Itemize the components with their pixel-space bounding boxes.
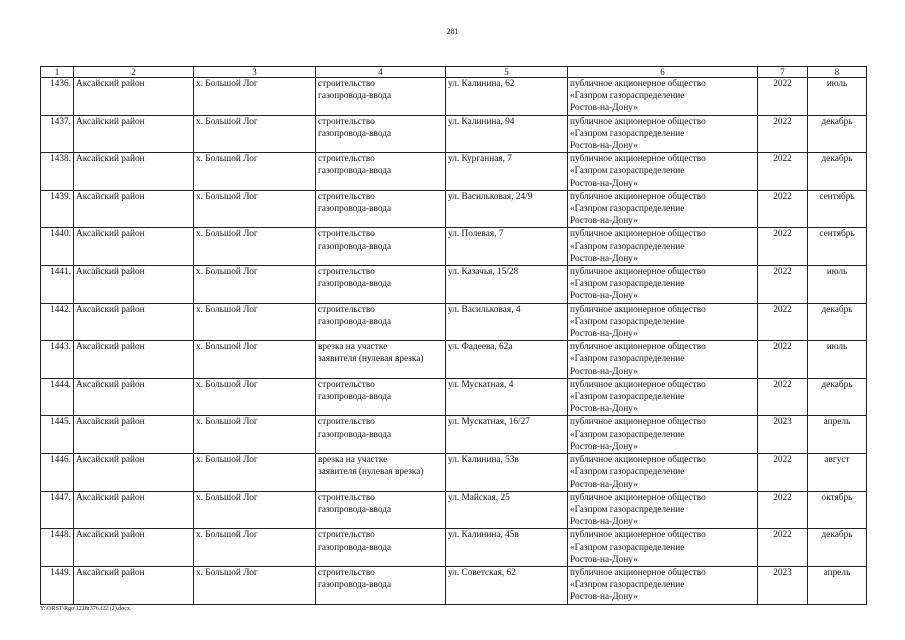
district-cell bbox=[74, 454, 194, 492]
work-type-cell bbox=[316, 115, 446, 153]
year-cell bbox=[758, 378, 808, 416]
settlement: х. Большой Лог bbox=[196, 79, 258, 89]
work-type-cell bbox=[316, 378, 446, 416]
settlement-cell bbox=[194, 454, 316, 492]
page-number: 281 bbox=[446, 27, 459, 36]
row-number-cell bbox=[41, 115, 74, 153]
row-number-cell bbox=[41, 228, 74, 266]
work-type-line: строительство bbox=[318, 492, 375, 503]
organization-line: Ростов-на-Дону» bbox=[570, 366, 638, 377]
organization-line: «Газпром газораспределение bbox=[570, 429, 685, 440]
year-cell bbox=[758, 153, 808, 191]
work-type-line: строительство bbox=[318, 154, 375, 165]
row-number: 1444. bbox=[50, 379, 71, 390]
address: ул. Фадеева, 62а bbox=[448, 342, 513, 353]
work-type-line: заявителя (нулевая врезка) bbox=[318, 467, 424, 478]
year-cell bbox=[758, 341, 808, 379]
address-cell bbox=[446, 491, 568, 529]
works-table bbox=[40, 66, 867, 605]
organization-line: публичное акционерное общество bbox=[570, 79, 706, 89]
settlement-cell bbox=[194, 566, 316, 604]
district-cell bbox=[74, 153, 194, 191]
organization-line: «Газпром газораспределение bbox=[570, 316, 685, 327]
settlement-cell bbox=[194, 416, 316, 454]
column-number-row bbox=[41, 67, 867, 78]
organization-line: публичное акционерное общество bbox=[570, 455, 706, 466]
work-type-line: заявителя (нулевая врезка) bbox=[318, 354, 424, 365]
organization-line: публичное акционерное общество bbox=[570, 304, 706, 315]
month-cell bbox=[808, 341, 867, 379]
month: июль bbox=[826, 267, 848, 278]
work-type-cell bbox=[316, 491, 446, 529]
settlement: х. Большой Лог bbox=[196, 417, 258, 428]
month-cell bbox=[808, 491, 867, 529]
year: 2023 bbox=[773, 567, 792, 578]
month: декабрь bbox=[821, 379, 853, 390]
work-type-line: газопровода-ввода bbox=[318, 279, 392, 290]
month: декабрь bbox=[821, 304, 853, 315]
column-number: 3 bbox=[194, 67, 316, 78]
table-row bbox=[41, 416, 867, 454]
work-type-cell bbox=[316, 566, 446, 604]
year-cell bbox=[758, 566, 808, 604]
month-cell bbox=[808, 303, 867, 341]
organization-line: Ростов-на-Дону» bbox=[570, 329, 638, 340]
settlement: х. Большой Лог bbox=[196, 229, 258, 240]
settlement: х. Большой Лог bbox=[196, 116, 258, 127]
row-number: 1447. bbox=[50, 492, 71, 503]
organization-line: публичное акционерное общество bbox=[570, 116, 706, 127]
year: 2022 bbox=[773, 79, 792, 89]
month-cell bbox=[808, 115, 867, 153]
district: Аксайский район bbox=[76, 154, 145, 165]
address: ул. Васильковая, 24/9 bbox=[448, 191, 533, 202]
row-number: 1449. bbox=[50, 567, 71, 578]
month: октябрь bbox=[821, 492, 853, 503]
district-cell bbox=[74, 115, 194, 153]
row-number: 1442. bbox=[50, 304, 71, 315]
row-number: 1446. bbox=[50, 455, 71, 466]
month-cell bbox=[808, 566, 867, 604]
organization-cell bbox=[568, 190, 758, 228]
row-number-cell bbox=[41, 78, 74, 116]
column-number: 2 bbox=[74, 67, 194, 78]
work-type-line: газопровода-ввода bbox=[318, 128, 392, 139]
table-row bbox=[41, 303, 867, 341]
work-type-line: строительство bbox=[318, 191, 375, 202]
work-type-line: врезка на участке bbox=[318, 342, 388, 353]
district: Аксайский район bbox=[76, 417, 145, 428]
month: декабрь bbox=[821, 116, 853, 127]
year: 2022 bbox=[773, 530, 792, 541]
district-cell bbox=[74, 78, 194, 116]
year-cell bbox=[758, 228, 808, 266]
work-type-line: газопровода-ввода bbox=[318, 166, 392, 177]
organization-line: «Газпром газораспределение bbox=[570, 392, 685, 403]
district: Аксайский район bbox=[76, 267, 145, 278]
month: декабрь bbox=[821, 530, 853, 541]
row-number: 1439. bbox=[50, 191, 71, 202]
table-row bbox=[41, 491, 867, 529]
year-cell bbox=[758, 115, 808, 153]
row-number-cell bbox=[41, 190, 74, 228]
work-type-line: газопровода-ввода bbox=[318, 204, 392, 215]
address-cell bbox=[446, 303, 568, 341]
work-type-cell bbox=[316, 190, 446, 228]
settlement: х. Большой Лог bbox=[196, 379, 258, 390]
row-number: 1440. bbox=[50, 229, 71, 240]
table-row bbox=[41, 529, 867, 567]
table-row bbox=[41, 115, 867, 153]
table-row bbox=[41, 266, 867, 304]
district-cell bbox=[74, 228, 194, 266]
district: Аксайский район bbox=[76, 79, 145, 89]
row-number: 1437. bbox=[50, 116, 71, 127]
organization-line: «Газпром газораспределение bbox=[570, 204, 685, 215]
address-cell bbox=[446, 566, 568, 604]
settlement-cell bbox=[194, 378, 316, 416]
district: Аксайский район bbox=[76, 530, 145, 541]
address: ул. Мускатная, 4 bbox=[448, 379, 514, 390]
work-type-line: строительство bbox=[318, 229, 375, 240]
settlement-cell bbox=[194, 190, 316, 228]
organization-cell bbox=[568, 529, 758, 567]
address-cell bbox=[446, 378, 568, 416]
month: август bbox=[824, 455, 850, 466]
organization-line: публичное акционерное общество bbox=[570, 379, 706, 390]
organization-line: публичное акционерное общество bbox=[570, 267, 706, 278]
settlement: х. Большой Лог bbox=[196, 530, 258, 541]
year: 2022 bbox=[773, 304, 792, 315]
settlement: х. Большой Лог bbox=[196, 267, 258, 278]
work-type-line: газопровода-ввода bbox=[318, 91, 392, 102]
year: 2022 bbox=[773, 267, 792, 278]
settlement: х. Большой Лог bbox=[196, 455, 258, 466]
work-type-line: газопровода-ввода bbox=[318, 392, 392, 403]
settlement-cell bbox=[194, 228, 316, 266]
year-cell bbox=[758, 491, 808, 529]
district-cell bbox=[74, 491, 194, 529]
district-cell bbox=[74, 341, 194, 379]
settlement-cell bbox=[194, 266, 316, 304]
row-number: 1443. bbox=[50, 342, 71, 353]
column-number: 1 bbox=[41, 67, 74, 78]
address-cell bbox=[446, 416, 568, 454]
district: Аксайский район bbox=[76, 191, 145, 202]
column-number: 6 bbox=[568, 67, 758, 78]
district-cell bbox=[74, 378, 194, 416]
table-body bbox=[41, 78, 867, 605]
work-type-cell bbox=[316, 454, 446, 492]
work-type-line: строительство bbox=[318, 304, 375, 315]
row-number-cell bbox=[41, 153, 74, 191]
work-type-line: газопровода-ввода bbox=[318, 429, 392, 440]
organization-line: «Газпром газораспределение bbox=[570, 166, 685, 177]
organization-cell bbox=[568, 341, 758, 379]
address: ул. Калинина, 62 bbox=[448, 79, 515, 89]
year: 2022 bbox=[773, 492, 792, 503]
organization-line: Ростов-на-Дону» bbox=[570, 178, 638, 189]
district: Аксайский район bbox=[76, 379, 145, 390]
organization-line: Ростов-на-Дону» bbox=[570, 253, 638, 264]
district-cell bbox=[74, 266, 194, 304]
row-number: 1448. bbox=[50, 530, 71, 541]
table-row bbox=[41, 378, 867, 416]
settlement: х. Большой Лог bbox=[196, 342, 258, 353]
settlement: х. Большой Лог bbox=[196, 492, 258, 503]
organization-line: Ростов-на-Дону» bbox=[570, 517, 638, 528]
month: апрель bbox=[823, 417, 851, 428]
month: июль bbox=[826, 79, 848, 89]
organization-line: Ростов-на-Дону» bbox=[570, 554, 638, 565]
organization-cell bbox=[568, 454, 758, 492]
year: 2022 bbox=[773, 116, 792, 127]
settlement: х. Большой Лог bbox=[196, 154, 258, 165]
row-number: 1438. bbox=[50, 154, 71, 165]
organization-line: «Газпром газораспределение bbox=[570, 91, 685, 102]
table-row bbox=[41, 228, 867, 266]
organization-line: публичное акционерное общество bbox=[570, 191, 706, 202]
organization-line: Ростов-на-Дону» bbox=[570, 291, 638, 302]
table-row bbox=[41, 153, 867, 191]
address: ул. Майская, 25 bbox=[448, 492, 510, 503]
month-cell bbox=[808, 454, 867, 492]
district-cell bbox=[74, 529, 194, 567]
column-number: 7 bbox=[758, 67, 808, 78]
column-number: 5 bbox=[446, 67, 568, 78]
year: 2022 bbox=[773, 455, 792, 466]
organization-line: Ростов-на-Дону» bbox=[570, 592, 638, 603]
address-cell bbox=[446, 266, 568, 304]
settlement-cell bbox=[194, 115, 316, 153]
organization-line: публичное акционерное общество bbox=[570, 417, 706, 428]
month-cell bbox=[808, 416, 867, 454]
work-type-cell bbox=[316, 416, 446, 454]
district-cell bbox=[74, 566, 194, 604]
year: 2022 bbox=[773, 379, 792, 390]
organization-line: Ростов-на-Дону» bbox=[570, 216, 638, 227]
year-cell bbox=[758, 78, 808, 116]
year: 2022 bbox=[773, 229, 792, 240]
organization-cell bbox=[568, 115, 758, 153]
row-number-cell bbox=[41, 416, 74, 454]
address-cell bbox=[446, 153, 568, 191]
organization-line: «Газпром газораспределение bbox=[570, 580, 685, 591]
district: Аксайский район bbox=[76, 492, 145, 503]
settlement: х. Большой Лог bbox=[196, 567, 258, 578]
organization-line: публичное акционерное общество bbox=[570, 154, 706, 165]
table-row bbox=[41, 78, 867, 116]
year: 2022 bbox=[773, 191, 792, 202]
organization-line: «Газпром газораспределение bbox=[570, 241, 685, 252]
year-cell bbox=[758, 416, 808, 454]
organization-cell bbox=[568, 378, 758, 416]
work-type-line: строительство bbox=[318, 530, 375, 541]
year-cell bbox=[758, 529, 808, 567]
month-cell bbox=[808, 266, 867, 304]
row-number: 1441. bbox=[50, 267, 71, 278]
organization-line: публичное акционерное общество bbox=[570, 492, 706, 503]
organization-line: публичное акционерное общество bbox=[570, 567, 706, 578]
work-type-cell bbox=[316, 266, 446, 304]
district-cell bbox=[74, 190, 194, 228]
organization-line: «Газпром газораспределение bbox=[570, 542, 685, 553]
address-cell bbox=[446, 341, 568, 379]
month: апрель bbox=[823, 567, 851, 578]
address: ул. Курганная, 7 bbox=[448, 154, 512, 165]
month-cell bbox=[808, 78, 867, 116]
organization-line: «Газпром газораспределение bbox=[570, 128, 685, 139]
organization-cell bbox=[568, 566, 758, 604]
district: Аксайский район bbox=[76, 304, 145, 315]
organization-line: Ростов-на-Дону» bbox=[570, 441, 638, 452]
district-cell bbox=[74, 303, 194, 341]
settlement-cell bbox=[194, 491, 316, 529]
address: ул. Полевая, 7 bbox=[448, 229, 504, 240]
organization-line: «Газпром газораспределение bbox=[570, 467, 685, 478]
year: 2022 bbox=[773, 154, 792, 165]
work-type-cell bbox=[316, 228, 446, 266]
month-cell bbox=[808, 190, 867, 228]
work-type-line: строительство bbox=[318, 267, 375, 278]
address: ул. Васильковая, 4 bbox=[448, 304, 521, 315]
column-number: 8 bbox=[808, 67, 867, 78]
district: Аксайский район bbox=[76, 229, 145, 240]
work-type-line: газопровода-ввода bbox=[318, 316, 392, 327]
work-type-line: строительство bbox=[318, 417, 375, 428]
settlement: х. Большой Лог bbox=[196, 191, 258, 202]
organization-cell bbox=[568, 78, 758, 116]
table-row bbox=[41, 454, 867, 492]
row-number-cell bbox=[41, 266, 74, 304]
district: Аксайский район bbox=[76, 116, 145, 127]
work-type-line: строительство bbox=[318, 116, 375, 127]
address: ул. Калинина, 45в bbox=[448, 530, 519, 541]
column-number: 4 bbox=[316, 67, 446, 78]
address-cell bbox=[446, 78, 568, 116]
work-type-cell bbox=[316, 153, 446, 191]
settlement: х. Большой Лог bbox=[196, 304, 258, 315]
work-type-cell bbox=[316, 78, 446, 116]
district-cell bbox=[74, 416, 194, 454]
organization-cell bbox=[568, 416, 758, 454]
organization-line: Ростов-на-Дону» bbox=[570, 404, 638, 415]
year: 2023 bbox=[773, 417, 792, 428]
month: декабрь bbox=[821, 154, 853, 165]
row-number-cell bbox=[41, 566, 74, 604]
district: Аксайский район bbox=[76, 342, 145, 353]
address: ул. Казачья, 15/28 bbox=[448, 267, 519, 278]
organization-cell bbox=[568, 303, 758, 341]
table-row bbox=[41, 341, 867, 379]
file-path-footer: Y:\ORST\Rgo\1228r376.f22 (2).docx bbox=[40, 606, 130, 612]
row-number-cell bbox=[41, 454, 74, 492]
address: ул. Советская, 62 bbox=[448, 567, 516, 578]
year-cell bbox=[758, 266, 808, 304]
organization-line: Ростов-на-Дону» bbox=[570, 141, 638, 152]
row-number-cell bbox=[41, 378, 74, 416]
settlement-cell bbox=[194, 153, 316, 191]
work-type-cell bbox=[316, 303, 446, 341]
month: июль bbox=[826, 342, 848, 353]
organization-cell bbox=[568, 491, 758, 529]
year-cell bbox=[758, 190, 808, 228]
work-type-line: строительство bbox=[318, 567, 375, 578]
row-number: 1445. bbox=[50, 417, 71, 428]
row-number-cell bbox=[41, 529, 74, 567]
district: Аксайский район bbox=[76, 455, 145, 466]
address-cell bbox=[446, 190, 568, 228]
month-cell bbox=[808, 378, 867, 416]
settlement-cell bbox=[194, 78, 316, 116]
work-type-line: газопровода-ввода bbox=[318, 241, 392, 252]
settlement-cell bbox=[194, 303, 316, 341]
work-type-cell bbox=[316, 341, 446, 379]
month-cell bbox=[808, 529, 867, 567]
year-cell bbox=[758, 303, 808, 341]
table-row bbox=[41, 566, 867, 604]
work-type-line: врезка на участке bbox=[318, 455, 388, 466]
organization-line: публичное акционерное общество bbox=[570, 530, 706, 541]
organization-cell bbox=[568, 266, 758, 304]
settlement-cell bbox=[194, 529, 316, 567]
address-cell bbox=[446, 454, 568, 492]
organization-line: публичное акционерное общество bbox=[570, 342, 706, 353]
settlement-cell bbox=[194, 341, 316, 379]
organization-line: публичное акционерное общество bbox=[570, 229, 706, 240]
address: ул. Мускатная, 16/27 bbox=[448, 417, 530, 428]
address-cell bbox=[446, 529, 568, 567]
organization-line: Ростов-на-Дону» bbox=[570, 103, 638, 114]
year: 2022 bbox=[773, 342, 792, 353]
row-number-cell bbox=[41, 491, 74, 529]
row-number-cell bbox=[41, 303, 74, 341]
district: Аксайский район bbox=[76, 567, 145, 578]
address: ул. Калинина, 94 bbox=[448, 116, 515, 127]
organization-line: «Газпром газораспределение bbox=[570, 279, 685, 290]
month: сентябрь bbox=[819, 229, 855, 240]
row-number-cell bbox=[41, 341, 74, 379]
month-cell bbox=[808, 228, 867, 266]
table-row bbox=[41, 190, 867, 228]
address-cell bbox=[446, 228, 568, 266]
month-cell bbox=[808, 153, 867, 191]
organization-cell bbox=[568, 153, 758, 191]
work-type-cell bbox=[316, 529, 446, 567]
work-type-line: строительство bbox=[318, 379, 375, 390]
address: ул. Калинина, 53в bbox=[448, 455, 519, 466]
organization-line: Ростов-на-Дону» bbox=[570, 479, 638, 490]
work-type-line: газопровода-ввода bbox=[318, 504, 392, 515]
work-type-line: газопровода-ввода bbox=[318, 580, 392, 591]
month: сентябрь bbox=[819, 191, 855, 202]
row-number: 1436. bbox=[50, 79, 71, 89]
organization-cell bbox=[568, 228, 758, 266]
work-type-line: строительство bbox=[318, 79, 375, 89]
organization-line: «Газпром газораспределение bbox=[570, 504, 685, 515]
year-cell bbox=[758, 454, 808, 492]
address-cell bbox=[446, 115, 568, 153]
work-type-line: газопровода-ввода bbox=[318, 542, 392, 553]
organization-line: «Газпром газораспределение bbox=[570, 354, 685, 365]
